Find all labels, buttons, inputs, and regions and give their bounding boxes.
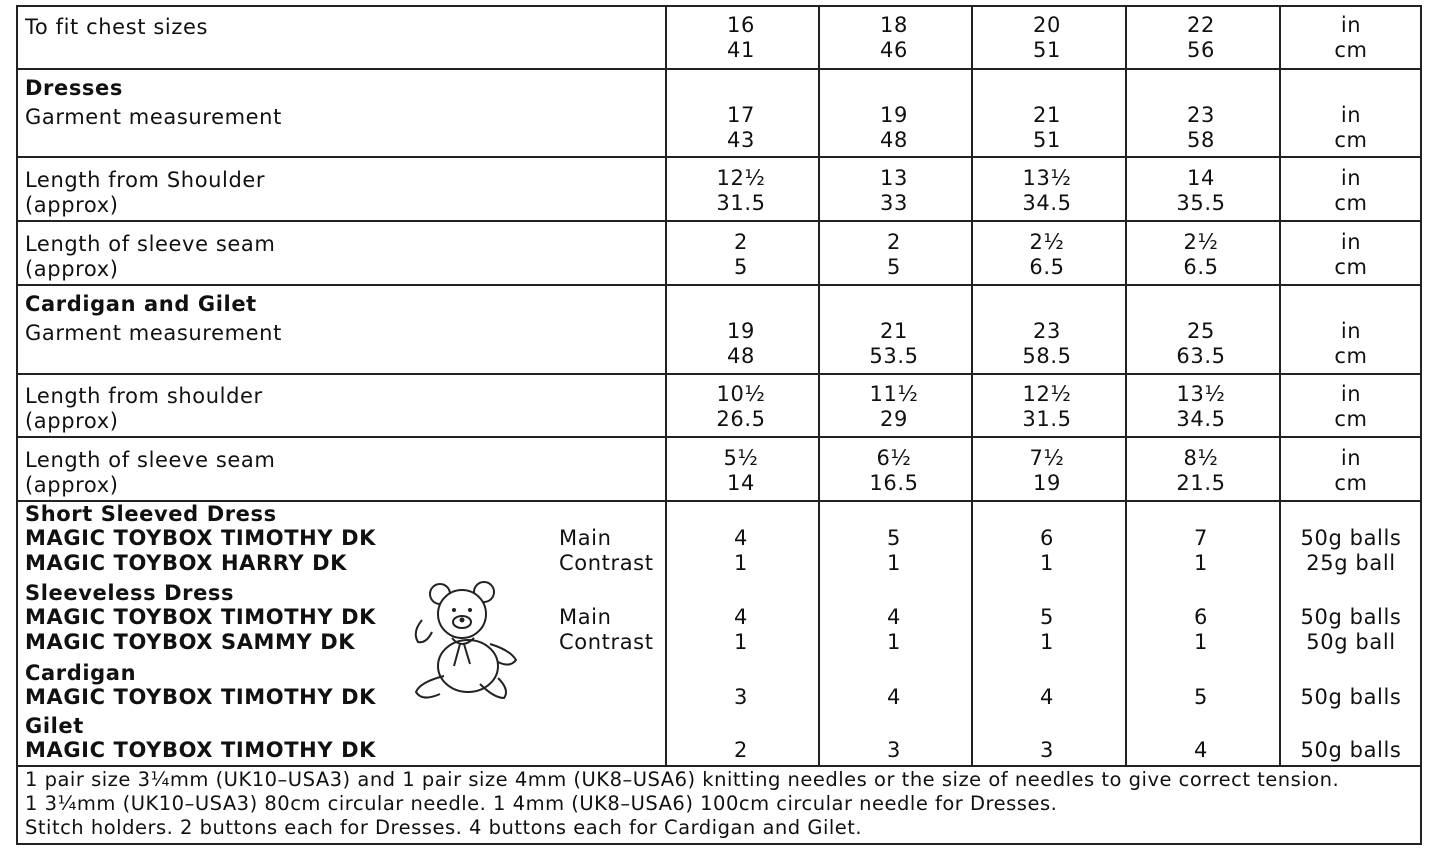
heading-gilet: Gilet <box>25 714 84 738</box>
value: 43 <box>727 128 755 152</box>
card-sleeve-label: Length of sleeve seam <box>25 448 276 472</box>
unit-in: in <box>1340 446 1362 470</box>
value: 25 <box>1187 319 1215 343</box>
yarn-role: Main <box>559 526 612 550</box>
yarn-unit: 50g balls <box>1300 605 1402 629</box>
yarn-role: Contrast <box>559 630 654 654</box>
value: 8½ <box>1183 446 1219 470</box>
value: 48 <box>727 344 755 368</box>
value: 1 <box>1194 551 1208 575</box>
heading-short-sleeved-dress: Short Sleeved Dress <box>25 502 277 526</box>
section-heading-dresses: Dresses <box>25 76 123 100</box>
yarn-unit: 50g balls <box>1300 685 1402 709</box>
approx-label: (approx) <box>25 193 119 217</box>
value: 6.5 <box>1183 255 1219 279</box>
value: 4 <box>1040 685 1054 709</box>
value: 23 <box>1187 103 1215 127</box>
unit-in: in <box>1340 166 1362 190</box>
unit-cm: cm <box>1334 38 1368 62</box>
unit-cm: cm <box>1334 255 1368 279</box>
card-length-label: Length from shoulder <box>25 384 263 408</box>
value: 13 <box>880 166 908 190</box>
value: 5 <box>887 255 901 279</box>
value: 2 <box>734 230 748 254</box>
value: 26.5 <box>716 407 766 431</box>
value: 11½ <box>869 382 919 406</box>
approx-label: (approx) <box>25 257 119 281</box>
yarn-unit: 25g ball <box>1306 551 1396 575</box>
unit-in: in <box>1340 319 1362 343</box>
value: 2½ <box>1029 230 1065 254</box>
value: 23 <box>1033 319 1061 343</box>
value: 4 <box>887 685 901 709</box>
value: 34.5 <box>1022 191 1072 215</box>
notions-note: Stitch holders. 2 buttons each for Dresses. 4 buttons each for Cardigan and Gilet. <box>25 816 863 839</box>
value: 1 <box>887 551 901 575</box>
value: 1 <box>1194 630 1208 654</box>
chest-in-1: 16 <box>727 13 755 37</box>
value: 21 <box>880 319 908 343</box>
value: 51 <box>1033 128 1061 152</box>
heading-cardigan: Cardigan <box>25 661 137 685</box>
dress-length-label: Length from Shoulder <box>25 168 266 192</box>
value: 16.5 <box>869 471 919 495</box>
yarn-name: MAGIC TOYBOX TIMOTHY DK <box>25 526 376 550</box>
value: 2½ <box>1183 230 1219 254</box>
yarn-name: MAGIC TOYBOX SAMMY DK <box>25 630 356 654</box>
value: 4 <box>887 605 901 629</box>
section-heading-cardigan-gilet: Cardigan and Gilet <box>25 292 257 316</box>
chest-cm-2: 46 <box>880 38 908 62</box>
yarn-name: MAGIC TOYBOX TIMOTHY DK <box>25 738 376 762</box>
value: 29 <box>880 407 908 431</box>
value: 1 <box>887 630 901 654</box>
value: 14 <box>1187 166 1215 190</box>
yarn-name: MAGIC TOYBOX TIMOTHY DK <box>25 685 376 709</box>
chest-label: To fit chest sizes <box>25 15 209 39</box>
value: 6½ <box>876 446 912 470</box>
value: 13½ <box>1022 166 1072 190</box>
value: 12½ <box>1022 382 1072 406</box>
value: 3 <box>1040 738 1054 762</box>
chest-in-4: 22 <box>1187 13 1215 37</box>
value: 48 <box>880 128 908 152</box>
value: 6.5 <box>1029 255 1065 279</box>
value: 21 <box>1033 103 1061 127</box>
value: 6 <box>1040 526 1054 550</box>
approx-label: (approx) <box>25 409 119 433</box>
value: 19 <box>727 319 755 343</box>
chest-in-3: 20 <box>1033 13 1061 37</box>
value: 1 <box>734 630 748 654</box>
value: 7 <box>1194 526 1208 550</box>
yarn-unit: 50g balls <box>1300 526 1402 550</box>
row-divider <box>16 436 1422 438</box>
row-divider <box>16 220 1422 222</box>
value: 5½ <box>723 446 759 470</box>
teddy-bear-illustration <box>410 580 522 710</box>
unit-cm: cm <box>1334 191 1368 215</box>
dress-garment-label: Garment measurement <box>25 105 282 129</box>
value: 10½ <box>716 382 766 406</box>
unit-cm: cm <box>1334 471 1368 495</box>
value: 2 <box>887 230 901 254</box>
value: 4 <box>734 526 748 550</box>
value: 3 <box>734 685 748 709</box>
value: 7½ <box>1029 446 1065 470</box>
value: 31.5 <box>716 191 766 215</box>
value: 5 <box>1194 685 1208 709</box>
value: 4 <box>734 605 748 629</box>
unit-in: in <box>1340 103 1362 127</box>
value: 1 <box>1040 551 1054 575</box>
yarn-role: Contrast <box>559 551 654 575</box>
dress-sleeve-label: Length of sleeve seam <box>25 232 276 256</box>
value: 34.5 <box>1176 407 1226 431</box>
value: 1 <box>1040 630 1054 654</box>
value: 12½ <box>716 166 766 190</box>
value: 1 <box>734 551 748 575</box>
row-divider <box>16 156 1422 158</box>
row-divider <box>16 765 1422 767</box>
yarn-name: MAGIC TOYBOX HARRY DK <box>25 551 348 575</box>
card-garment-label: Garment measurement <box>25 321 282 345</box>
unit-in: in <box>1340 230 1362 254</box>
row-divider <box>16 284 1422 286</box>
unit-cm: cm <box>1334 344 1368 368</box>
value: 58 <box>1187 128 1215 152</box>
row-divider <box>16 373 1422 375</box>
yarn-unit: 50g ball <box>1306 630 1396 654</box>
yarn-unit: 50g balls <box>1300 738 1402 762</box>
value: 19 <box>1033 471 1061 495</box>
unit-in: in <box>1340 382 1362 406</box>
approx-label: (approx) <box>25 473 119 497</box>
value: 4 <box>1194 738 1208 762</box>
value: 6 <box>1194 605 1208 629</box>
chest-cm-1: 41 <box>727 38 755 62</box>
value: 14 <box>727 471 755 495</box>
value: 33 <box>880 191 908 215</box>
value: 13½ <box>1176 382 1226 406</box>
chest-cm-3: 51 <box>1033 38 1061 62</box>
value: 19 <box>880 103 908 127</box>
value: 21.5 <box>1176 471 1226 495</box>
value: 5 <box>734 255 748 279</box>
needles-note: 1 pair size 3¼mm (UK10–USA3) and 1 pair size 4mm (UK8–USA6) knitting needles or the size of needles to give correct tension. <box>25 768 1340 791</box>
yarn-name: MAGIC TOYBOX TIMOTHY DK <box>25 605 376 629</box>
value: 5 <box>1040 605 1054 629</box>
circular-needle-note: 1 3¼mm (UK10–USA3) 80cm circular needle. 1 4mm (UK8–USA6) 100cm circular needle for Dresses. <box>25 792 1058 815</box>
chest-cm-4: 56 <box>1187 38 1215 62</box>
row-divider <box>16 68 1422 70</box>
yarn-role: Main <box>559 605 612 629</box>
value: 2 <box>734 738 748 762</box>
chest-in-2: 18 <box>880 13 908 37</box>
value: 63.5 <box>1176 344 1226 368</box>
unit-in: in <box>1340 13 1362 37</box>
value: 53.5 <box>869 344 919 368</box>
unit-cm: cm <box>1334 128 1368 152</box>
value: 31.5 <box>1022 407 1072 431</box>
value: 35.5 <box>1176 191 1226 215</box>
value: 58.5 <box>1022 344 1072 368</box>
value: 3 <box>887 738 901 762</box>
value: 17 <box>727 103 755 127</box>
unit-cm: cm <box>1334 407 1368 431</box>
heading-sleeveless-dress: Sleeveless Dress <box>25 581 235 605</box>
value: 5 <box>887 526 901 550</box>
